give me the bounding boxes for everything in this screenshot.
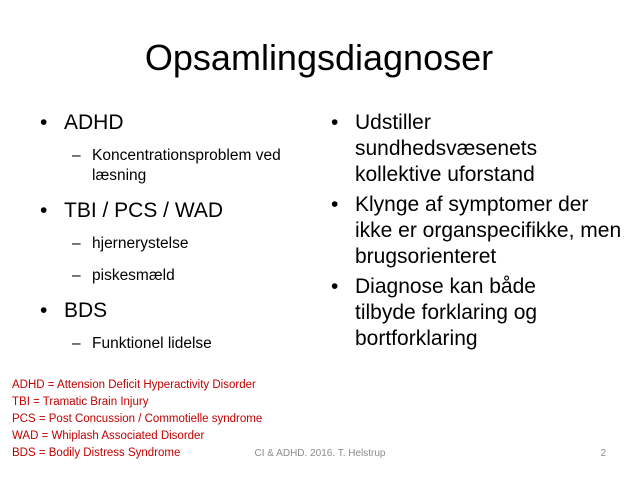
left-column (40, 110, 320, 354)
bullet-klynge-af-symptomer: • Klynge af symptomer der ikke er organspecifikke, men brugsorienteret (331, 192, 625, 270)
abbreviation-adhd: ADHD = Attension Deficit Hyperactivity Disorder (12, 379, 256, 391)
abbreviation-tbi: TBI = Tramatic Brain Injury (12, 396, 149, 408)
sub-bullet-hjernerystelse: – hjernerystelse (40, 234, 320, 254)
sub-bullet-koncentrationsproblem: – Koncentrationsproblem ved læsning (40, 146, 302, 186)
slide-title: Opsamlingsdiagnoser (144, 37, 494, 78)
bullet-bds: • BDS (40, 298, 320, 324)
page-number: 2 (600, 448, 606, 459)
bullet-uforstand: • Udstiller sundhedsvæsenets kollektive uforstand (331, 110, 575, 188)
bullet-diagnose: • Diagnose kan både tilbyde forklaring og bortforklaring (331, 274, 585, 352)
abbreviation-pcs: PCS = Post Concussion / Commotielle syndrome (12, 413, 263, 425)
sub-bullet-piskesmaeld: – piskesmæld (40, 266, 320, 286)
abbreviation-wad: WAD = Whiplash Associated Disorder (12, 430, 205, 442)
slide-footer: CI & ADHD. 2016. T. Helstrup (254, 448, 386, 459)
bullet-adhd: • ADHD (40, 110, 320, 136)
sub-bullet-funktionel-lidelse: – Funktionel lidelse (40, 334, 320, 354)
abbreviation-bds: BDS = Bodily Distress Syndrome (12, 447, 181, 459)
bullet-tbi-pcs-wad: • TBI / PCS / WAD (40, 198, 320, 224)
right-column (331, 110, 631, 356)
